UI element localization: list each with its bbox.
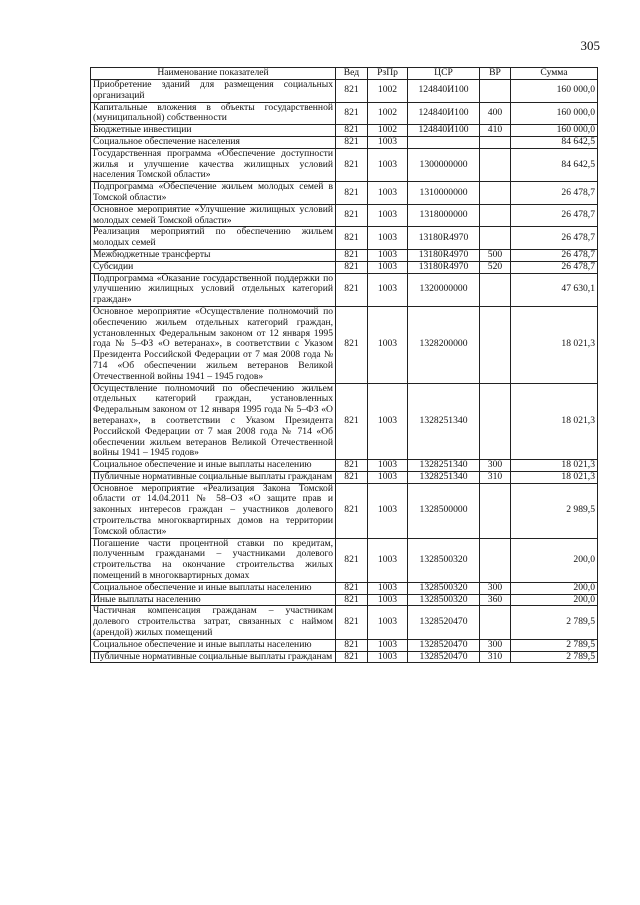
cell-name: Субсидии xyxy=(91,261,336,273)
cell-vr xyxy=(480,483,511,538)
cell-rzpr: 1002 xyxy=(368,125,408,137)
table-row xyxy=(91,538,598,582)
cell-ved: 821 xyxy=(336,148,368,181)
cell-sum: 18 021,3 xyxy=(511,471,598,483)
cell-sum: 2 789,5 xyxy=(511,606,598,639)
cell-vr: 310 xyxy=(480,471,511,483)
cell-ved: 821 xyxy=(336,125,368,137)
cell-rzpr: 1003 xyxy=(368,148,408,181)
cell-vr xyxy=(480,182,511,205)
cell-csr: 124840И100 xyxy=(408,80,480,103)
cell-ved: 821 xyxy=(336,306,368,383)
cell-name: Межбюджетные трансферты xyxy=(91,249,336,261)
cell-name: Основное мероприятие «Осуществление полномочий по обеспечению жильем отдельных категорий граждан, установленных Федеральным законом от 12 января 1995 года № 5–ФЗ «О ветеранах», в соответствии с Указом Президента Российской Федерации от 7 мая 2008 года № 714 «Об обеспечении жильем ветеранов Великой Отечественной войны 1941 – 1945 годов» xyxy=(91,306,336,383)
cell-sum: 2 789,5 xyxy=(511,651,598,663)
table-row xyxy=(91,594,598,606)
cell-rzpr: 1003 xyxy=(368,538,408,582)
cell-name: Основное мероприятие «Улучшение жилищных условий молодых семей Томской области» xyxy=(91,204,336,227)
cell-ved: 821 xyxy=(336,383,368,460)
cell-vr xyxy=(480,273,511,306)
cell-vr xyxy=(480,148,511,181)
cell-csr: 1310000000 xyxy=(408,182,480,205)
cell-ved: 821 xyxy=(336,460,368,472)
header-name: Наименование показателей xyxy=(91,68,336,80)
cell-name: Социальное обеспечение и иные выплаты населению xyxy=(91,582,336,594)
cell-name: Публичные нормативные социальные выплаты гражданам xyxy=(91,651,336,663)
cell-sum: 160 000,0 xyxy=(511,80,598,103)
cell-csr xyxy=(408,136,480,148)
cell-rzpr: 1003 xyxy=(368,460,408,472)
cell-sum: 26 478,7 xyxy=(511,261,598,273)
cell-csr: 124840И100 xyxy=(408,125,480,137)
cell-name: Социальное обеспечение населения xyxy=(91,136,336,148)
cell-sum: 2 989,5 xyxy=(511,483,598,538)
cell-name: Приобретение зданий для размещения социальных организаций xyxy=(91,80,336,103)
table-row xyxy=(91,639,598,651)
cell-name: Погашение части процентной ставки по кредитам, полученным гражданами – участниками долевого строительства на окончание строительства жилых помещений в многоквартирных домах xyxy=(91,538,336,582)
cell-sum: 18 021,3 xyxy=(511,306,598,383)
cell-rzpr: 1003 xyxy=(368,606,408,639)
cell-ved: 821 xyxy=(336,227,368,250)
header-ved: Вед xyxy=(336,68,368,80)
cell-sum: 160 000,0 xyxy=(511,125,598,137)
cell-csr: 1318000000 xyxy=(408,204,480,227)
table-row xyxy=(91,460,598,472)
cell-sum: 26 478,7 xyxy=(511,227,598,250)
cell-rzpr: 1003 xyxy=(368,483,408,538)
cell-sum: 26 478,7 xyxy=(511,249,598,261)
header-sum: Сумма xyxy=(511,68,598,80)
cell-vr xyxy=(480,136,511,148)
cell-sum: 26 478,7 xyxy=(511,204,598,227)
table-row xyxy=(91,102,598,125)
cell-rzpr: 1003 xyxy=(368,204,408,227)
cell-name: Публичные нормативные социальные выплаты гражданам xyxy=(91,471,336,483)
cell-rzpr: 1003 xyxy=(368,306,408,383)
cell-vr xyxy=(480,306,511,383)
table-header-row xyxy=(91,68,598,80)
cell-ved: 821 xyxy=(336,651,368,663)
cell-name: Основное мероприятие «Реализация Закона Томской области от 14.04.2011 № 58–ОЗ «О защите прав и законных интересов граждан – участников долевого строительства многоквартирных домов на территории Томской области» xyxy=(91,483,336,538)
cell-sum: 200,0 xyxy=(511,538,598,582)
table-row xyxy=(91,273,598,306)
cell-rzpr: 1002 xyxy=(368,80,408,103)
cell-ved: 821 xyxy=(336,182,368,205)
cell-csr: 1328500320 xyxy=(408,594,480,606)
cell-sum: 84 642,5 xyxy=(511,148,598,181)
cell-ved: 821 xyxy=(336,594,368,606)
cell-vr xyxy=(480,204,511,227)
cell-csr: 1328500000 xyxy=(408,483,480,538)
table-row xyxy=(91,606,598,639)
cell-ved: 821 xyxy=(336,136,368,148)
table-row xyxy=(91,204,598,227)
cell-name: Социальное обеспечение и иные выплаты населению xyxy=(91,460,336,472)
header-csr: ЦСР xyxy=(408,68,480,80)
cell-csr: 13180R4970 xyxy=(408,261,480,273)
table-row xyxy=(91,483,598,538)
cell-rzpr: 1003 xyxy=(368,383,408,460)
cell-sum: 200,0 xyxy=(511,582,598,594)
table-row xyxy=(91,261,598,273)
cell-name: Бюджетные инвестиции xyxy=(91,125,336,137)
cell-vr: 300 xyxy=(480,639,511,651)
cell-name: Социальное обеспечение и иные выплаты населению xyxy=(91,639,336,651)
header-rzpr: РзПр xyxy=(368,68,408,80)
cell-name: Осуществление полномочий по обеспечению жильем отдельных категорий граждан, установленных Федеральным законом от 12 января 1995 года № 5–ФЗ «О ветеранах», в соответствии с Указом Президента Российской Федерации от 7 мая 2008 года № 714 «Об обеспечении жильем ветеранов Великой Отечественной войны 1941 – 1945 годов» xyxy=(91,383,336,460)
cell-csr: 1328500320 xyxy=(408,582,480,594)
cell-rzpr: 1003 xyxy=(368,594,408,606)
cell-ved: 821 xyxy=(336,639,368,651)
cell-rzpr: 1003 xyxy=(368,249,408,261)
cell-ved: 821 xyxy=(336,80,368,103)
cell-vr xyxy=(480,538,511,582)
cell-csr: 1328520470 xyxy=(408,651,480,663)
cell-sum: 18 021,3 xyxy=(511,383,598,460)
cell-sum: 160 000,0 xyxy=(511,102,598,125)
cell-ved: 821 xyxy=(336,582,368,594)
cell-ved: 821 xyxy=(336,483,368,538)
cell-csr: 1328520470 xyxy=(408,639,480,651)
table-row xyxy=(91,182,598,205)
cell-rzpr: 1003 xyxy=(368,261,408,273)
cell-name: Подпрограмма «Оказание государственной поддержки по улучшению жилищных условий отдельных категорий граждан» xyxy=(91,273,336,306)
table-row xyxy=(91,136,598,148)
cell-vr: 300 xyxy=(480,582,511,594)
cell-rzpr: 1003 xyxy=(368,182,408,205)
table-row xyxy=(91,80,598,103)
cell-vr: 300 xyxy=(480,460,511,472)
table-row xyxy=(91,651,598,663)
cell-csr: 1328251340 xyxy=(408,383,480,460)
cell-csr: 1328251340 xyxy=(408,460,480,472)
cell-rzpr: 1003 xyxy=(368,273,408,306)
cell-vr: 520 xyxy=(480,261,511,273)
budget-table xyxy=(90,67,598,663)
table-row xyxy=(91,582,598,594)
cell-ved: 821 xyxy=(336,102,368,125)
cell-vr xyxy=(480,383,511,460)
cell-csr: 1320000000 xyxy=(408,273,480,306)
cell-rzpr: 1002 xyxy=(368,102,408,125)
cell-name: Реализация мероприятий по обеспечению жильем молодых семей xyxy=(91,227,336,250)
cell-ved: 821 xyxy=(336,606,368,639)
header-vr: ВР xyxy=(480,68,511,80)
cell-csr: 13180R4970 xyxy=(408,249,480,261)
table-row xyxy=(91,249,598,261)
cell-sum: 200,0 xyxy=(511,594,598,606)
cell-csr: 1300000000 xyxy=(408,148,480,181)
cell-rzpr: 1003 xyxy=(368,651,408,663)
cell-ved: 821 xyxy=(336,538,368,582)
cell-name: Частичная компенсация гражданам – участникам долевого строительства затрат, связанных с наймом (арендой) жилых помещений xyxy=(91,606,336,639)
cell-name: Подпрограмма «Обеспечение жильем молодых семей в Томской области» xyxy=(91,182,336,205)
cell-vr: 500 xyxy=(480,249,511,261)
cell-vr: 310 xyxy=(480,651,511,663)
cell-vr: 400 xyxy=(480,102,511,125)
cell-rzpr: 1003 xyxy=(368,471,408,483)
cell-csr: 13180R4970 xyxy=(408,227,480,250)
table-row xyxy=(91,227,598,250)
cell-ved: 821 xyxy=(336,273,368,306)
cell-vr xyxy=(480,606,511,639)
cell-vr xyxy=(480,227,511,250)
cell-rzpr: 1003 xyxy=(368,227,408,250)
cell-sum: 18 021,3 xyxy=(511,460,598,472)
table-row xyxy=(91,383,598,460)
cell-vr xyxy=(480,80,511,103)
table-row xyxy=(91,306,598,383)
cell-csr: 124840И100 xyxy=(408,102,480,125)
cell-rzpr: 1003 xyxy=(368,136,408,148)
table-row xyxy=(91,471,598,483)
cell-name: Капитальные вложения в объекты государственной (муниципальной) собственности xyxy=(91,102,336,125)
cell-sum: 47 630,1 xyxy=(511,273,598,306)
cell-vr: 360 xyxy=(480,594,511,606)
cell-ved: 821 xyxy=(336,249,368,261)
cell-csr: 1328500320 xyxy=(408,538,480,582)
table-row xyxy=(91,148,598,181)
cell-sum: 84 642,5 xyxy=(511,136,598,148)
cell-ved: 821 xyxy=(336,204,368,227)
cell-sum: 26 478,7 xyxy=(511,182,598,205)
cell-name: Государственная программа «Обеспечение доступности жилья и улучшение качества жилищных условий населения Томской области» xyxy=(91,148,336,181)
page-number: 305 xyxy=(580,38,600,53)
cell-ved: 821 xyxy=(336,471,368,483)
cell-name: Иные выплаты населению xyxy=(91,594,336,606)
cell-csr: 1328520470 xyxy=(408,606,480,639)
cell-csr: 1328251340 xyxy=(408,471,480,483)
cell-rzpr: 1003 xyxy=(368,639,408,651)
cell-ved: 821 xyxy=(336,261,368,273)
cell-csr: 1328200000 xyxy=(408,306,480,383)
table-row xyxy=(91,125,598,137)
cell-sum: 2 789,5 xyxy=(511,639,598,651)
cell-rzpr: 1003 xyxy=(368,582,408,594)
cell-vr: 410 xyxy=(480,125,511,137)
